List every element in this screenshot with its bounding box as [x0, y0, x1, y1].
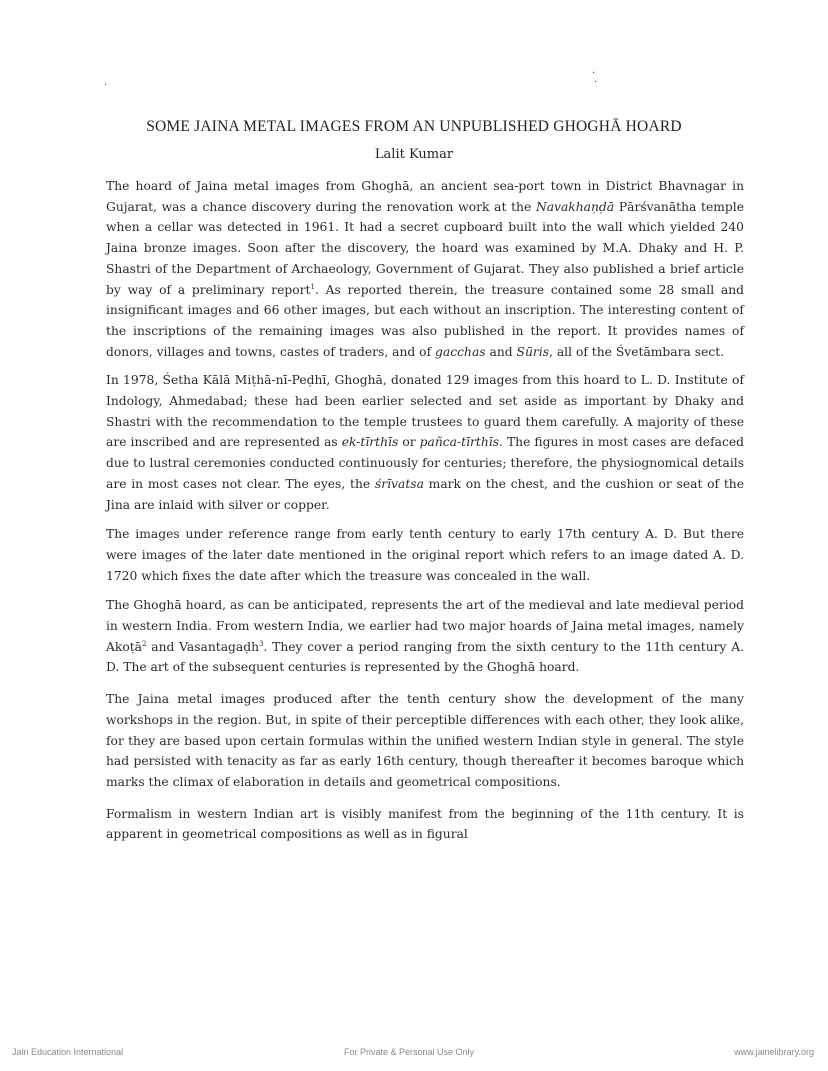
paragraph-6: Formalism in western Indian art is visibly manifest from the beginning of the 11th century. It is apparent in geometrical compositions as well as in figural: [106, 806, 744, 842]
footer-left: Jain Education International: [12, 1047, 124, 1057]
article-title: SOME JAINA METAL IMAGES FROM AN UNPUBLISHED GHOGHĀ HOARD: [146, 118, 682, 135]
footer-right[interactable]: www.jainelibrary.org: [734, 1047, 814, 1057]
scan-speck-right: ·: [592, 68, 596, 79]
author-name: Lalit Kumar: [374, 147, 454, 162]
scan-speck-left: ·: [104, 80, 108, 91]
footer-center: For Private & Personal Use Only: [344, 1047, 475, 1057]
paragraph-4: The Ghoghā hoard, as can be anticipated, represents the art of the medieval and late medieval period in western India. From western India, we earlier had two major hoards of Jaina metal images, namely Akoṭā$^2$ and Vasantagaḍh$^3$. They cover a period ranging from the sixth century to the 11th century A. D. The art of the subsequent centuries is represented by the Ghoghā hoard.: [106, 598, 744, 675]
footnote-ref-2: 2: [142, 639, 147, 648]
paragraph-3: The images under reference range from early tenth century to early 17th century A. D. But there were images of the later date mentioned in the original report which refers to an image dated A. D. 1720 which fixes the date after which the treasure was concealed in the wall.: [106, 527, 744, 583]
scan-speck-right-2: ·: [594, 77, 598, 88]
paragraph-5: The Jaina metal images produced after the tenth century show the development of the many workshops in the region. But, in spite of their perceptible differences with each other, they look alike, for they are based upon certain formulas within the unified western Indian style in general. The style had persisted with tenacity as far as early 16th century, though thereafter it becomes baroque which marks the climax of elaboration in details and geometrical compositions.: [106, 692, 744, 789]
article-body: [106, 176, 744, 853]
paragraph-1: The hoard of Jaina metal images from Ghoghā, an ancient sea-port town in District Bhavnagar in Gujarat, was a chance discovery during the renovation work at the Navakhaṇḍā Pārśvanātha temple when a cellar was detected in 1961. It had a secret cupboard built into the wall which yielded 240 Jaina bronze images. Soon after the discovery, the hoard was examined by M.A. Dhaky and H. P. Shastri of the Department of Archaeology, Government of Gujarat. They also published a brief article by way of a preliminary report$^1$. As reported therein, the treasure contained some 28 small and insignificant images and 66 other images, but each without an inscription. The interesting content of the inscriptions of the remaining images was also published in the report. It provides names of donors, villages and towns, castes of traders, and of gacchas and Sūris, all of the Śvetāmbara sect.: [106, 179, 745, 359]
footnote-ref-1: 1: [310, 282, 315, 291]
footnote-ref-3: 3: [259, 639, 264, 648]
paragraph-2: In 1978, Śetha Kālā Miṭhā-nī-Peḍhī, Ghoghā, donated 129 images from this hoard to L. D. Institute of Indology, Ahmedabad; these had been earlier selected and set aside as important by Dhaky and Shastri with the recommendation to the temple trustees to guard them carefully. A majority of these are inscribed and are represented as ek-tīrthīs or pañca-tīrthīs. The figures in most cases are defaced due to lustral ceremonies conducted continuously for centuries; therefore, the physiognomical details are in most cases not clear. The eyes, the śrīvatsa mark on the chest, and the cushion or seat of the Jina are inlaid with silver or copper.: [106, 373, 744, 512]
